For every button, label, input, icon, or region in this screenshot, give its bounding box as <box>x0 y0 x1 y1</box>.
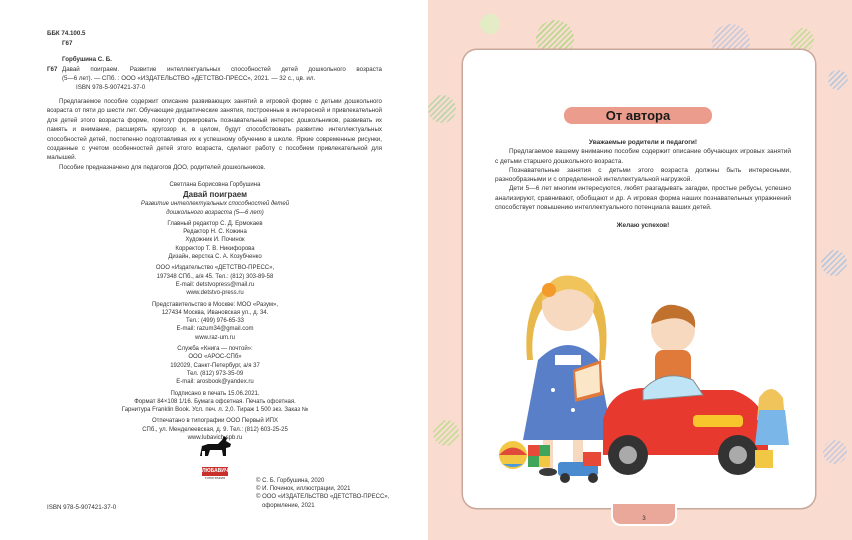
publisher-line: ООО «Издательство «ДЕТСТВО-ПРЕСС», <box>155 265 275 272</box>
logo-text: ЛЮБАВИЧ <box>202 468 229 474</box>
print-info: Формат 84×108 1/16. Бумага офсетная. Печать офсетная. <box>134 398 296 405</box>
mail-line: Тел. (812) 973-35-09 <box>186 370 244 377</box>
credit: Дизайн, верстка С. А. Козубченко <box>168 254 262 261</box>
publisher-line: 197348 СПб., а/я 45. Тел.: (812) 303-89-58 <box>156 273 274 280</box>
foreword-paragraph: Познавательные занятия с детьми этого возраста должны быть интересными, разнообразными и с определенной интеллектуальной нагрузкой. <box>495 166 791 184</box>
decor-dot <box>823 440 847 464</box>
section-heading: От автора <box>564 107 712 124</box>
author-header: Горбушина С. Б. <box>62 56 112 63</box>
greeting: Уважаемые родители и педагоги! <box>588 139 698 146</box>
moscow-email: E-mail: razum34@gmail.com <box>176 326 254 333</box>
subtitle: Развитие интеллектуальных способностей детей <box>140 201 290 208</box>
boy-in-toy-car <box>603 305 768 475</box>
bib-line: Давай поиграем. Развитие интеллектуальных способностей детей дошкольного возраста <box>62 66 382 73</box>
decor-dot <box>480 14 500 34</box>
moscow-line: Представительство в Москве: МОО «Разум», <box>151 301 279 308</box>
content-card <box>463 50 815 522</box>
right-page <box>428 0 852 540</box>
author-mark-2: Г67 <box>47 66 58 73</box>
author-mark: Г67 <box>62 40 73 47</box>
logo-subtext: ТИПОГРАФИЯ <box>204 476 226 480</box>
printer-line: СПб., ул. Менделеевская, д. 9. Тел.: (812) 603-25-25 <box>142 426 288 433</box>
mail-line: 192029, Санкт-Петербург, а/я 37 <box>170 362 260 369</box>
mail-email: E-mail: arosbook@yandex.ru <box>176 379 254 386</box>
copyright-line: © И. Починок, иллюстрации, 2021 <box>256 486 351 493</box>
copyright-line: © ООО «ИЗДАТЕЛЬСТВО «ДЕТСТВО-ПРЕСС», <box>256 494 390 501</box>
bib-line: (5—6 лет). — СПб. : ООО «ИЗДАТЕЛЬСТВО «ДЕТСТВО-ПРЕСС», 2021. — 32 с., цв. ил. <box>62 75 316 82</box>
moscow-line: 127434 Москва, Ивановская ул., д. 34. <box>161 309 269 316</box>
decor-dot <box>433 420 459 446</box>
copyrights <box>256 477 389 510</box>
bib-isbn: ISBN 978-5-907421-37-0 <box>76 84 146 91</box>
book-title: Давай поиграем <box>182 190 248 200</box>
subtitle: дошкольного возраста (5—6 лет) <box>166 209 264 216</box>
decor-dot <box>790 28 814 52</box>
credit: Редактор Н. С. Кожина <box>183 229 247 236</box>
copyright-line: оформление, 2021 <box>262 502 315 509</box>
page-number: 3 <box>611 502 677 526</box>
credit: Главный редактор С. Д. Ермокаев <box>167 220 263 227</box>
children-playing-illustration <box>493 250 793 490</box>
decor-dot <box>821 250 847 276</box>
copyright-line: © С. Б. Горбушина, 2020 <box>256 478 325 484</box>
scottish-terrier-icon <box>196 436 234 462</box>
printer-website: www.lubavich.spb.ru <box>187 435 243 442</box>
moscow-website: www.raz-um.ru <box>194 334 235 341</box>
print-info: Подписано в печать 15.06.2021. <box>170 390 260 397</box>
mail-line: Служба «Книга — почтой»: <box>177 346 253 353</box>
isbn-bottom: ISBN 978-5-907421-37-0 <box>47 504 117 511</box>
moscow-line: Тел.: (499) 976-65-33 <box>186 318 244 325</box>
mail-line: ООО «АРОС-СПб» <box>188 354 242 361</box>
author-full: Светлана Борисовна Горбушина <box>169 182 261 188</box>
imprint <box>100 181 330 442</box>
annotation <box>47 97 382 172</box>
bbk-code: ББК 74.100.5 <box>47 30 86 37</box>
foreword-paragraph: Дети 5—6 лет многим интересуются, любят разгадывать загадки, простые ребусы, успешно анализируют, сравнивают, обобщают и др. А игровая форма наших познавательных упражнений способствует повышению интеллектуального потенциала ваших детей. <box>495 185 791 212</box>
annotation-text: Предлагаемое пособие содержит описание развивающих занятий в игровой форме с детьми дошкольного возраста от пяти до шести лет. Обучающие дидактические занятия, построенные в интересной и привлекательной для детей этого возраста форме, помогут формировать познавательный интерес дошкольников, развивать их память и внимание, расширять кругозор и, в целом, будут способствовать развитию интеллектуальных способностей детей, постепенно подготавливая их к успешному обучению в школе. Яркие современные рисунки, созданные с учетом особенностей детей этого возраста, сделают работу с пособием привлекательной для малышей. <box>47 98 382 162</box>
decor-dot <box>828 70 848 90</box>
audience-text: Пособие предназначено для педагогов ДОО, родителей дошкольников. <box>59 163 266 171</box>
bibliographic-record <box>62 65 382 92</box>
printer-line: Отпечатано в типографии ООО Первый ИПХ <box>152 418 278 425</box>
decor-dot <box>428 95 456 123</box>
credit: Художник И. Починок <box>185 237 245 244</box>
publisher-website: www.detstvo-press.ru <box>186 290 244 297</box>
credit: Корректор Т. В. Никифорова <box>175 245 255 252</box>
printer-logo <box>196 436 234 480</box>
print-info: Гарнитура Franklin Book. Усл. печ. л. 2,0. Тираж 1 500 экз. Заказ № <box>121 407 309 414</box>
author-foreword <box>495 138 791 231</box>
foreword-paragraph: Предлагаемое вашему вниманию пособие содержит описание обучающих игровых занятий с детьми старшего дошкольного возраста. <box>495 148 791 165</box>
publisher-email: E-mail: detstvopress@mail.ru <box>175 281 255 288</box>
closing: Желаю успехов! <box>616 222 670 230</box>
